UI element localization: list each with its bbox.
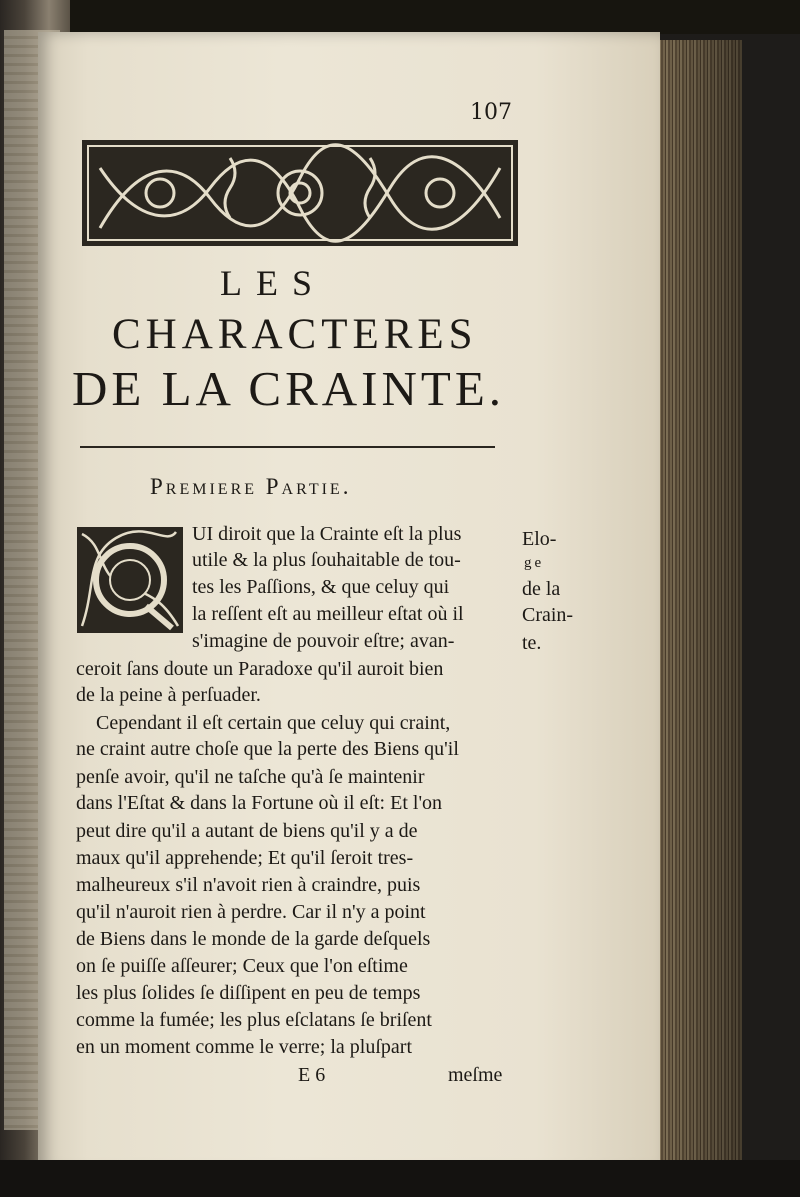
title-line-1: LES [220, 263, 327, 303]
signature-mark: E 6 [298, 1064, 326, 1086]
page-number: 107 [470, 100, 512, 125]
text-line: comme la fumée; les plus eſclatans ſe briſent [76, 1009, 432, 1031]
text-line: Cependant il eſt certain que celuy qui craint, [96, 712, 451, 734]
text-line: ceroit ſans doute un Paradoxe qu'il auroit bien [76, 658, 444, 680]
text-line: ne craint autre choſe que la perte des Biens qu'il [76, 738, 459, 760]
text-line: en un moment comme le verre; la pluſpart [76, 1036, 412, 1058]
text-line: UI diroit que la Crainte eſt la plus [192, 523, 462, 545]
margin-note-line: Crain- [522, 604, 574, 626]
text-line: les plus ſolides ſe diſſipent en peu de temps [76, 982, 421, 1004]
margin-note-line: te. [522, 632, 542, 654]
text-line: peut dire qu'il a autant de biens qu'il y a de [76, 820, 418, 842]
text-line: maux qu'il apprehende; Et qu'il ſeroit tres- [76, 847, 414, 869]
text-line: utile & la plus ſouhaitable de tou- [192, 549, 461, 571]
text-line: malheureux s'il n'avoit rien à craindre, puis [76, 874, 421, 896]
title-rule [80, 446, 495, 448]
text-line: qu'il n'auroit rien à perdre. Car il n'y a point [76, 901, 426, 923]
text-line: de Biens dans le monde de la garde deſquels [76, 928, 431, 950]
margin-note-line: Elo- [522, 528, 557, 550]
title-line-2: CHARACTERES [112, 311, 478, 358]
top-shadow [0, 0, 800, 34]
text-line: dans l'Eſtat & dans la Fortune où il eſt: Et l'on [76, 792, 443, 814]
text-line: de la peine à perſuader. [76, 684, 261, 706]
text-line: s'imagine de pouvoir eſtre; avan- [192, 630, 455, 652]
bottom-shadow [0, 1160, 800, 1197]
decorated-initial-q [76, 526, 184, 634]
text-line: tes les Paſſions, & que celuy qui [192, 576, 450, 598]
catchword: meſme [448, 1064, 503, 1086]
margin-note-line: ge [524, 555, 545, 571]
text-line: penſe avoir, qu'il ne taſche qu'à ſe maintenir [76, 766, 425, 788]
text-line: la reſſent eſt au meilleur eſtat où il [192, 603, 464, 625]
margin-note-line: de la [522, 578, 561, 600]
title-line-3: DE LA CRAINTE. [72, 361, 505, 416]
part-heading: Premiere Partie. [150, 474, 352, 499]
headpiece-ornament [80, 138, 520, 248]
text-line: on ſe puiſſe aſſeurer; Ceux que l'on eſtime [76, 955, 408, 977]
